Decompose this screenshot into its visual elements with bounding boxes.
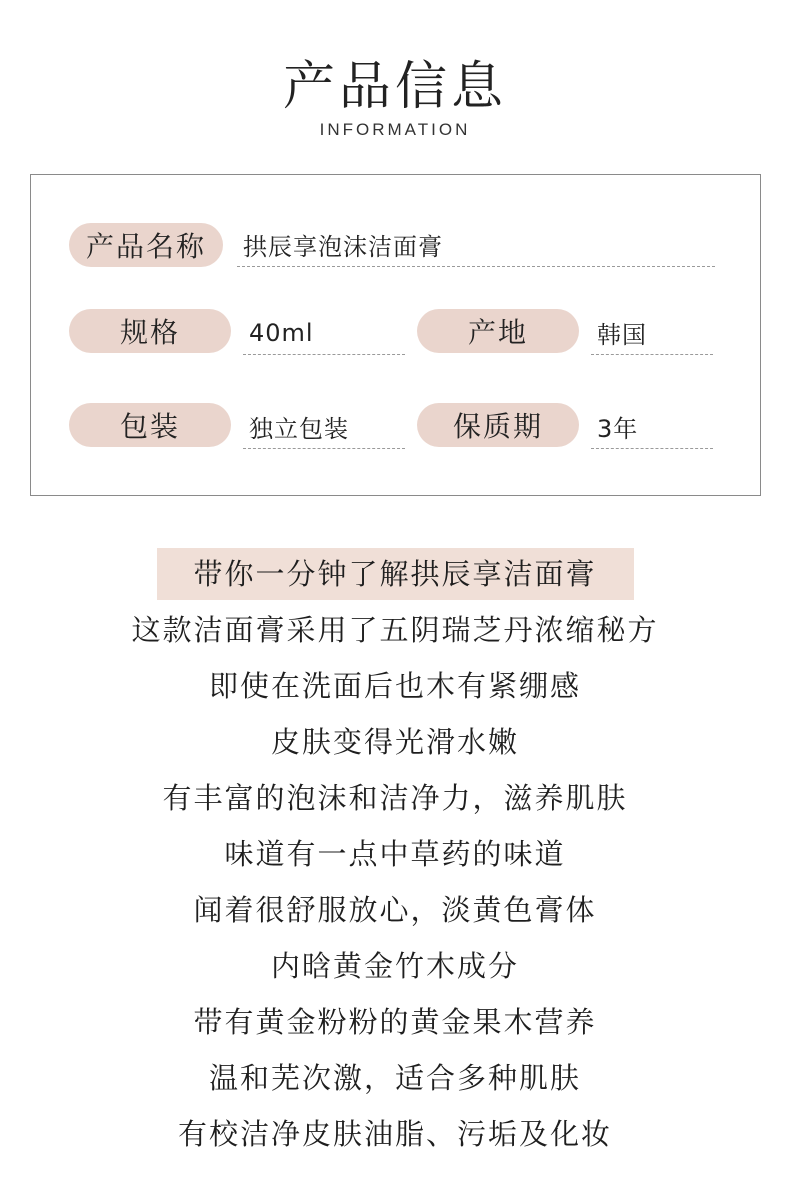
description-line: 有校洁净皮肤油脂、污垢及化妆 — [177, 1117, 612, 1151]
product-info-box — [30, 174, 761, 496]
description-line: 有丰富的泡沫和洁净力，滋养肌肤 — [162, 781, 628, 815]
description-line: 这款洁面膏采用了五阴瑞芝丹浓缩秘方 — [131, 613, 659, 647]
page-subtitle: INFORMATION — [319, 120, 471, 139]
description-line: 温和芜次激，适合多种肌肤 — [208, 1061, 581, 1095]
description-line: 内晗黄金竹木成分 — [270, 949, 519, 983]
description-line: 带有黄金粉粉的黄金果木营养 — [193, 1005, 597, 1039]
product-name-value: 拱辰享泡沫洁面膏 — [237, 223, 715, 267]
product-name-label: 产品名称 — [69, 223, 223, 267]
page-title: 产品信息 — [282, 57, 507, 117]
description-line: 味道有一点中草药的味道 — [224, 837, 566, 871]
spec-value: 40ml — [243, 311, 405, 355]
spec-label: 规格 — [69, 309, 231, 353]
packaging-label: 包装 — [69, 403, 231, 447]
origin-value: 韩国 — [591, 311, 713, 355]
description-line: 即使在洗面后也木有紧绷感 — [208, 669, 581, 703]
shelf-life-label: 保质期 — [417, 403, 579, 447]
packaging-value: 独立包装 — [243, 405, 405, 449]
shelf-life-value: 3年 — [591, 405, 713, 449]
description-line: 闻着很舒服放心，淡黄色膏体 — [193, 893, 597, 927]
description-heading: 带你一分钟了解拱辰享洁面膏 — [193, 557, 597, 591]
origin-label: 产地 — [417, 309, 579, 353]
description-line: 皮肤变得光滑水嫩 — [270, 725, 519, 759]
